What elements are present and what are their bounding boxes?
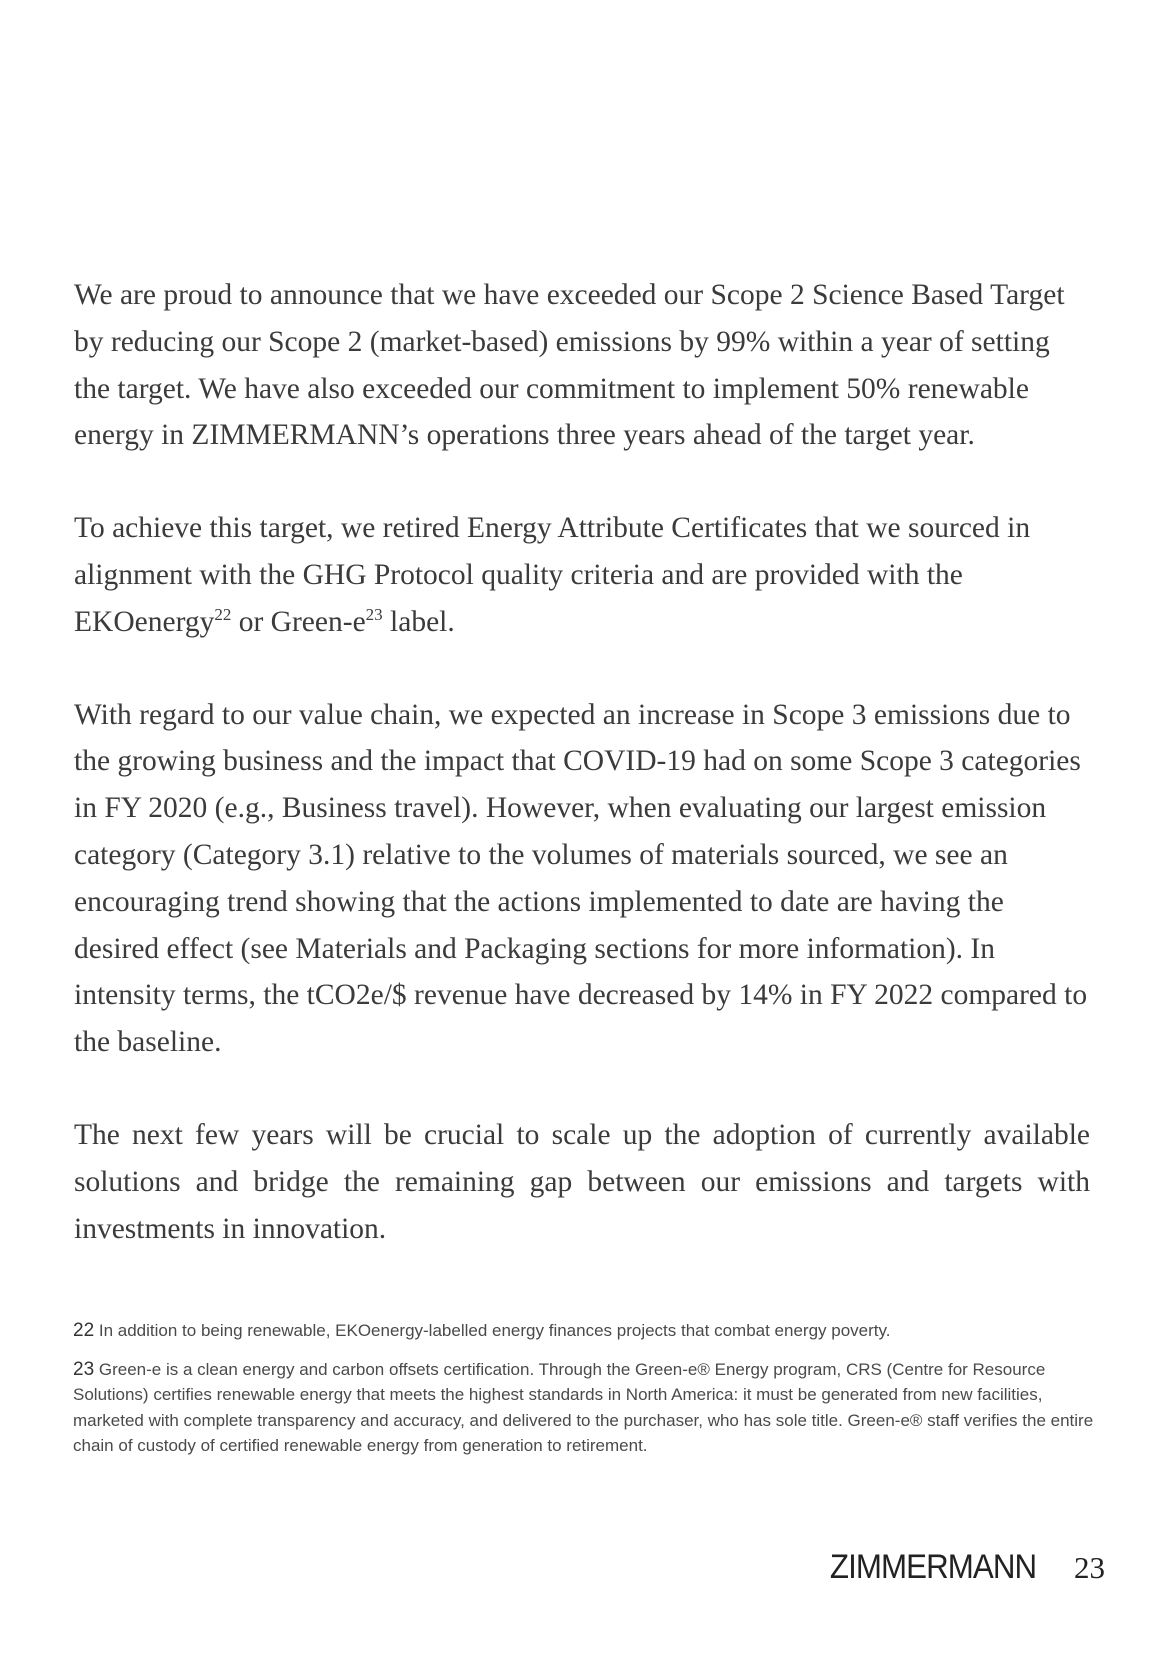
footnote-ref-22: 22 [214,604,232,624]
footnote-number: 22 [73,1320,95,1341]
paragraph-energy-certificates [74,505,1090,645]
paragraph-scope-2-target: We are proud to announce that we have exceeded our Scope 2 Science Based Target by reducing our Scope 2 (market-based) emissions by 99% within a year of setting the target. We have also exceeded our commitment to implement 50% renewable energy in ZIMMERMANN’s operations three years ahead of the target year. [74,279,1065,452]
paragraph-energy-certificates-text: or Green-e [231,605,366,638]
footnote-text: In addition to being renewable, EKOenergy-labelled energy finances projects that combat energy poverty. [94,1321,891,1340]
footnotes [73,1318,1103,1472]
paragraph-energy-certificates-text: To achieve this target, we retired Energy Attribute Certificates that we sourced in alignment with the GHG Protocol quality criteria and are provided with the EKOenergy [74,512,1031,638]
footnote-number: 23 [73,1358,95,1380]
main-content [74,272,1090,1298]
brand-logo: ZIMMERMANN [829,1548,1036,1586]
paragraph-energy-certificates-text: label. [382,605,455,638]
page-number: 23 [1074,1549,1105,1585]
footnote-23 [73,1357,1103,1459]
footnote-ref-23: 23 [365,604,383,624]
footnote-text: Green-e is a clean energy and carbon offsets certification. Through the Green-e® Energy program, CRS (Centre for Resource Solutions) certifies renewable energy that meets the highest standards in North America: it must be generated from new facilities, marketed with complete transparency and accuracy, and delivered to the purchaser, who has sole title. Green-e® staff verifies the entire chain of custody of certified renewable energy from generation to retirement. [73,1359,1094,1455]
paragraph-value-chain: With regard to our value chain, we expected an increase in Scope 3 emissions due to the growing business and the impact that COVID-19 had on some Scope 3 categories in FY 2020 (e.g., Business travel). However, when evaluating our largest emission category (Category 3.1) relative to the volumes of materials sourced, we see an encouraging trend showing that the actions implemented to date are having the desired effect (see Materials and Packaging sections for more information). In intensity terms, the tCO2e/$ revenue have decreased by 14% in FY 2022 compared to the baseline. [74,698,1088,1059]
page-footer [812,1548,1105,1587]
paragraph-next-years: The next few years will be crucial to scale up the adoption of currently available solutions and bridge the remaining gap between our emissions and targets with investments in innovation. [74,1118,1090,1245]
footnote-22 [73,1318,1103,1344]
